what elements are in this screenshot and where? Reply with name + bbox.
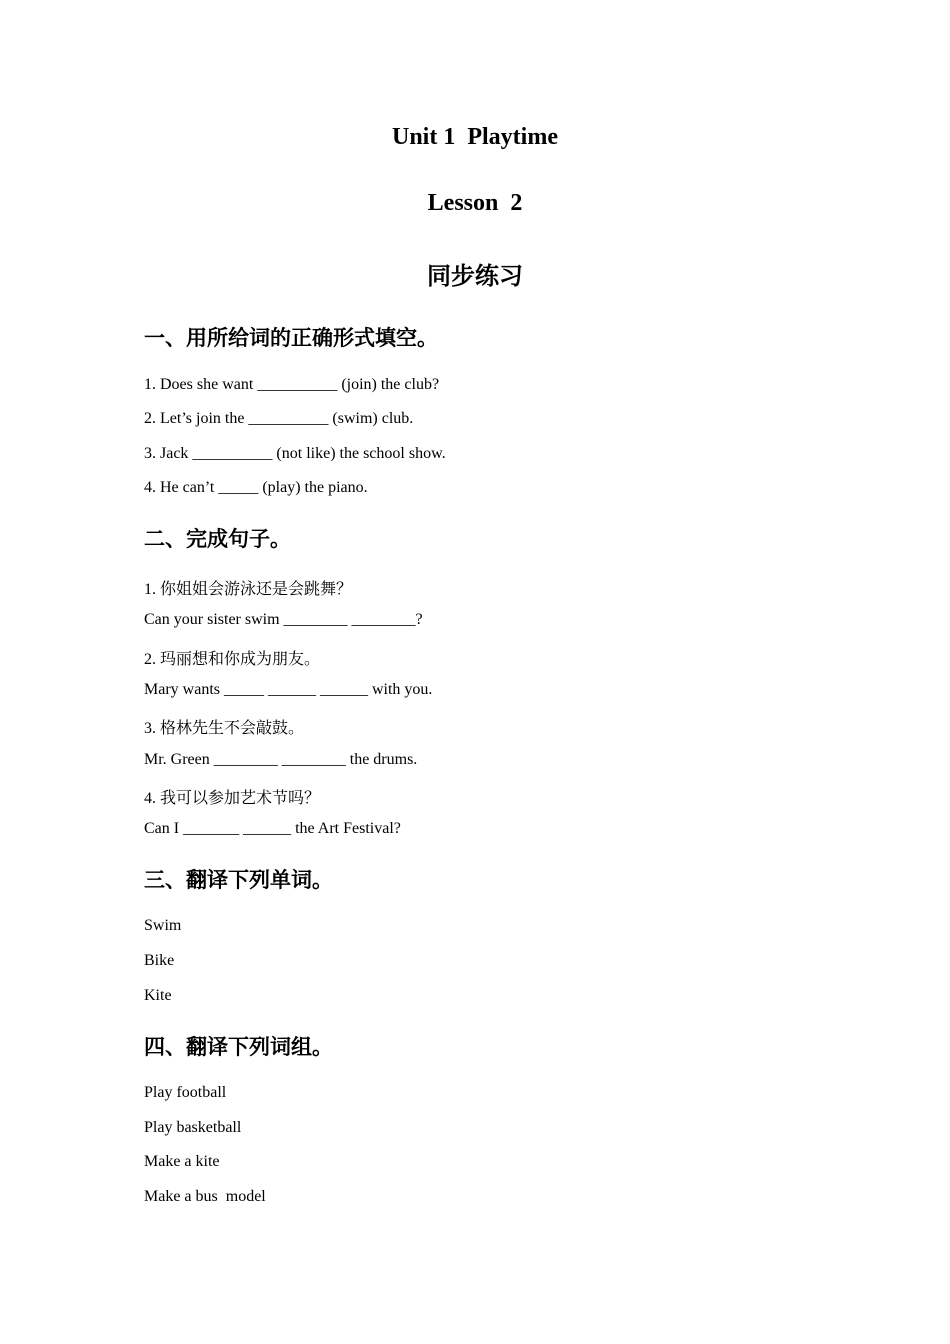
section-2-sentence-1: Can your sister swim ________ ________? <box>144 611 423 628</box>
section-1-question-4: 4. He can’t _____ (play) the piano. <box>144 479 368 496</box>
lesson-title: Lesson 2 <box>427 190 523 216</box>
section-4-phrase-4: Make a bus model <box>144 1188 266 1205</box>
section-1-heading: 一、用所给词的正确形式填空。 <box>144 326 438 350</box>
section-2-sentence-4: Can I _______ ______ the Art Festival? <box>144 820 401 837</box>
section-2-prompt-1: 1. 你姐姐会游泳还是会跳舞？ <box>144 581 353 598</box>
section-2-sentence-2: Mary wants _____ ______ ______ with you. <box>144 681 433 698</box>
section-2-prompt-3: 3. 格林先生不会敲鼓。 <box>144 720 305 737</box>
section-2-prompt-2: 2. 玛丽想和你成为朋友。 <box>144 651 321 668</box>
worksheet-subtitle: 同步练习 <box>427 262 523 290</box>
section-4-phrase-3: Make a kite <box>144 1153 220 1170</box>
section-1-question-3: 3. Jack __________ (not like) the school show. <box>144 445 446 462</box>
section-2-prompt-4: 4. 我可以参加艺术节吗？ <box>144 790 321 807</box>
section-3-heading: 三、翻译下列单词。 <box>144 868 333 892</box>
section-3-word-1: Swim <box>144 917 182 934</box>
section-2-sentence-3: Mr. Green ________ ________ the drums. <box>144 751 418 768</box>
section-4-phrase-2: Play basketball <box>144 1119 242 1136</box>
section-4-heading: 四、翻译下列词组。 <box>144 1035 333 1059</box>
section-4-phrase-1: Play football <box>144 1084 227 1101</box>
section-2-heading: 二、完成句子。 <box>144 527 291 551</box>
unit-title: Unit 1 Playtime <box>392 124 558 150</box>
section-3-word-3: Kite <box>144 987 172 1004</box>
section-3-word-2: Bike <box>144 952 175 969</box>
section-1-question-2: 2. Let’s join the __________ (swim) club. <box>144 410 414 427</box>
section-1-question-1: 1. Does she want __________ (join) the club? <box>144 376 440 393</box>
